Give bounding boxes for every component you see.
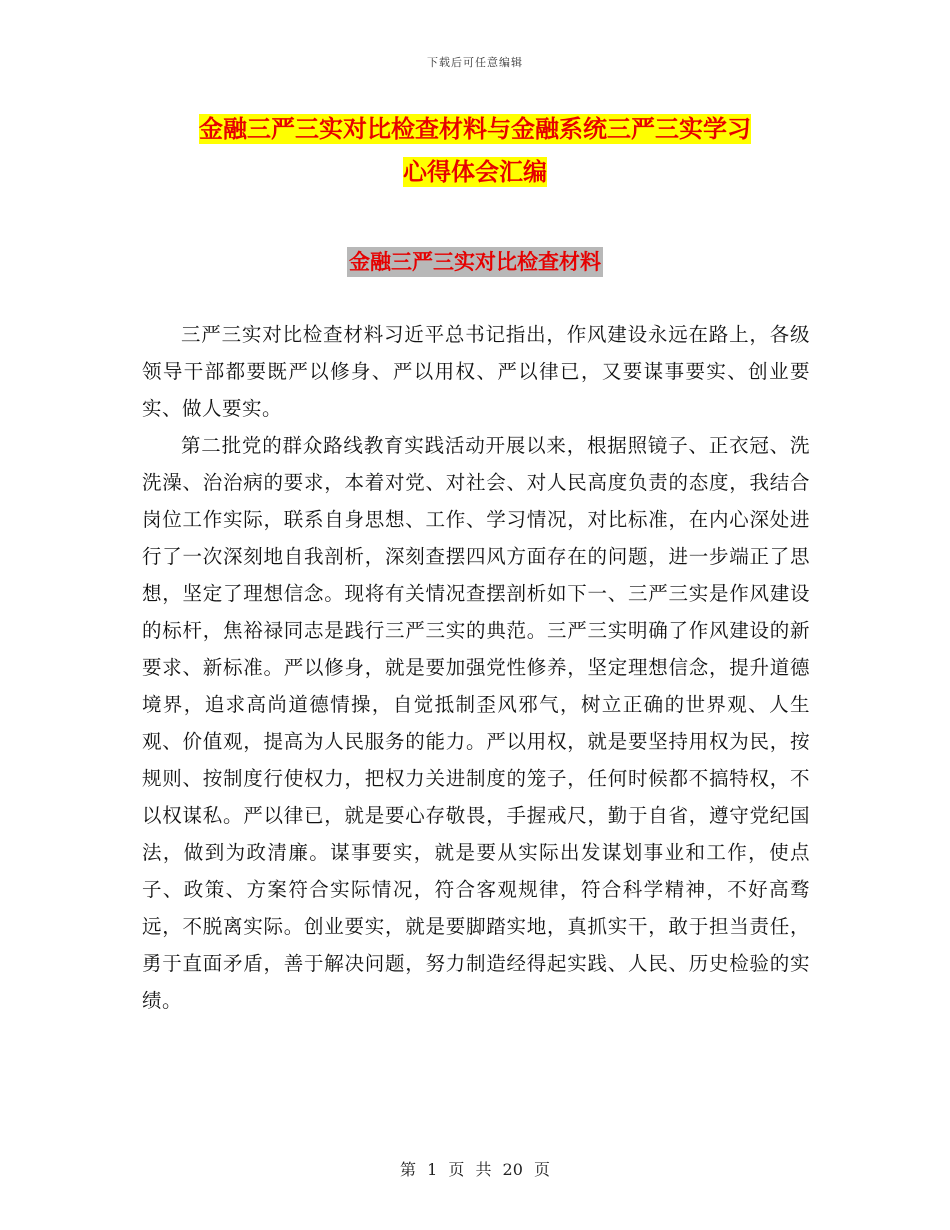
title-line-2: 心得体会汇编 (403, 158, 547, 186)
paragraph-2: 第二批党的群众路线教育实践活动开展以来，根据照镜子、正衣冠、洗洗澡、治治病的要求，本着对党、对社会、对人民高度负责的态度，我结合岗位工作实际，联系自身思想、工作、学习情况，对比标准，在内心深处进行了一次深刻地自我剖析，深刻查摆四风方面存在的问题，进一步端正了思想，坚定了理想信念。现将有关情况查摆剖析如下一、三严三实是作风建设的标杆，焦裕禄同志是践行三严三实的典范。三严三实明确了作风建设的新要求、新标准。严以修身，就是要加强党性修养，坚定理想信念，提升道德境界，追求高尚道德情操，自觉抵制歪风邪气，树立正确的世界观、人生观、价值观，提高为人民服务的能力。严以用权，就是要坚持用权为民，按规则、按制度行使权力，把权力关进制度的笼子，任何时候都不搞特权，不以权谋私。严以律已，就是要心存敬畏，手握戒尺，勤于自省，遵守党纪国法，做到为政清廉。谋事要实，就是要从实际出发谋划事业和工作，使点子、政策、方案符合实际情况，符合客观规律，符合科学精神，不好高骛远，不脱离实际。创业要实，就是要脚踏实地，真抓实干，敢于担当责任，勇于直面矛盾，善于解决问题，努力制造经得起实践、人民、历史检验的实绩。 (142, 434, 810, 1012)
section-title (0, 246, 950, 276)
title-line-1: 金融三严三实对比检查材料与金融系统三严三实学习 (199, 115, 751, 143)
paragraph-1: 三严三实对比检查材料习近平总书记指出，作风建设永远在路上，各级领导干部都要既严以修身、严以用权、严以律已，又要谋事要实、创业要实、做人要实。 (142, 323, 810, 420)
header-note: 下载后可任意编辑 (427, 56, 523, 69)
page-footer: 第 1 页 共 20 页 (400, 1160, 550, 1179)
document-title (120, 108, 830, 194)
section-title-text: 金融三严三实对比检查材料 (347, 247, 603, 277)
document-body (142, 316, 810, 1019)
